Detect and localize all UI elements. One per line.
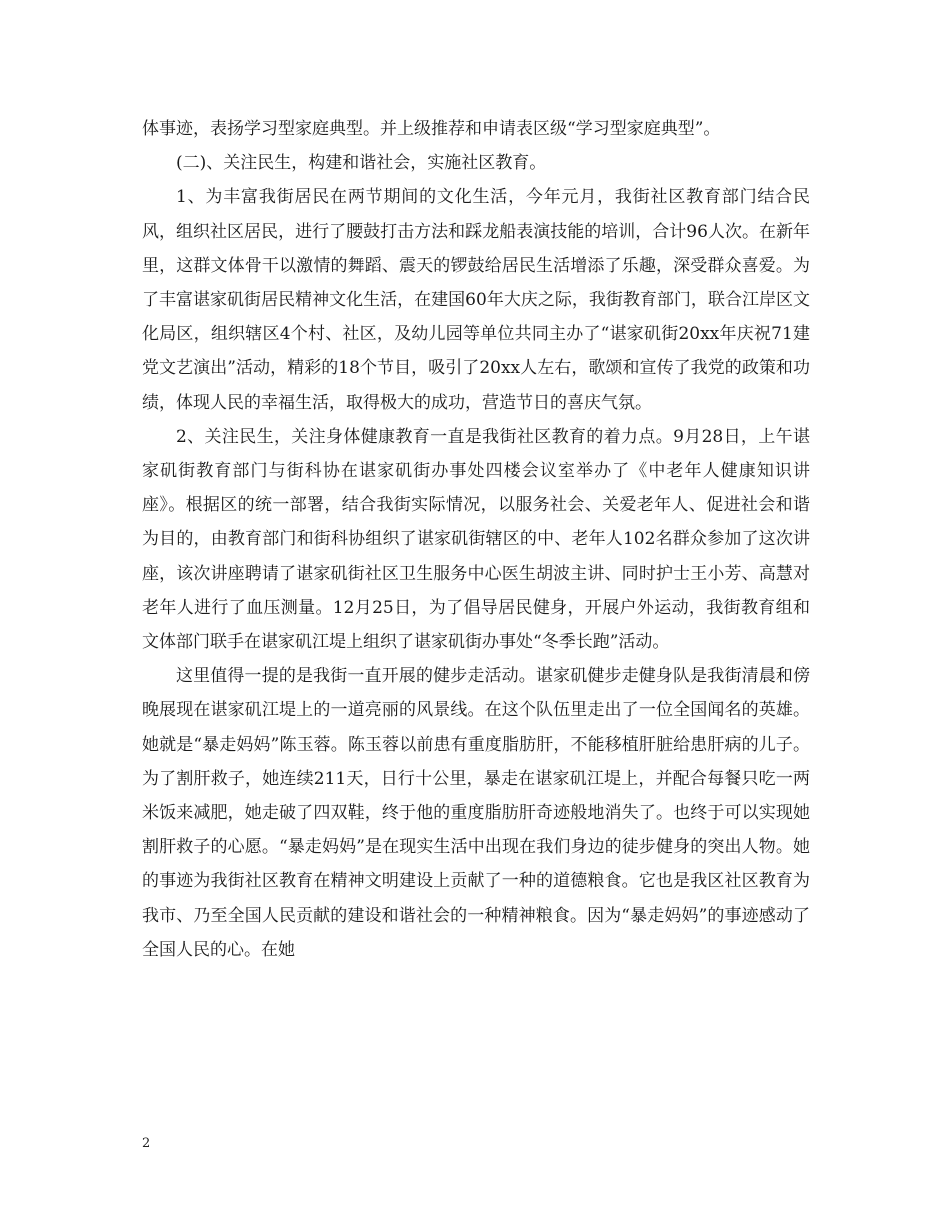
page-number: 2	[142, 1136, 151, 1151]
paragraph-1: 体事迹，表扬学习型家庭典型。并上级推荐和申请表区级“学习型家庭典型”。	[142, 119, 721, 139]
paragraph-2: (二)、关注民生，构建和谐社会，实施社区教育。	[176, 153, 547, 174]
paragraph-4: 2、关注民生，关注身体健康教育一直是我街社区教育的着力点。9月28日，上午谌家矶街教育部门与街科协在谌家矶街办事处四楼会议室举办了《中老年人健康知识讲座》。根据区的统一部署，结合我街实际情况，以服务社会、关爱老年人、促进社会和谐为目的，由教育部门和街科协组织了谌家矶街辖区的中、老年人102名群众参加了这次讲座，该次讲座聘请了谌家矶街社区卫生服务中心医生胡波主讲、同时护士王小芳、高慧对老年人进行了血压测量。12月25日，为了倡导居民健身，开展户外运动，我街教育组和文体部门联手在谌家矶江堤上组织了谌家矶街办事处“冬季长跑”活动。	[142, 426, 810, 653]
paragraph-5: 这里值得一提的是我街一直开展的健步走活动。谌家矶健步走健身队是我街清晨和傍晚展现在谌家矶江堤上的一道亮丽的风景线。在这个队伍里走出了一位全国闻名的英雄。她就是“暴走妈妈”陈玉蓉。陈玉蓉以前患有重度脂肪肝，不能移植肝脏给患肝病的儿子。为了割肝救子，她连续211天，日行十公里，暴走在谌家矶江堤上，并配合每餐只吃一两米饭来减肥，她走破了四双鞋，终于他的重度脂肪肝奇迹般地消失了。也终于可以实现她割肝救子的心愿。“暴走妈妈”是在现实生活中出现在我们身边的徒步健身的突出人物。她的事迹为我街社区教育在精神文明建设上贡献了一种的道德粮食。它也是我区社区教育为我市、乃至全国人民贡献的建设和谐社会的一种精神粮食。因为“暴走妈妈”的事迹感动了全国人民的心。在她	[142, 666, 810, 960]
document-page	[142, 112, 810, 967]
paragraph-3: 1、为丰富我街居民在两节期间的文化生活，今年元月，我街社区教育部门结合民风，组织社区居民，进行了腰鼓打击方法和踩龙船表演技能的培训，合计96人次。在新年里，这群文体骨干以激情的舞蹈、震天的锣鼓给居民生活增添了乐趣，深受群众喜爱。为了丰富谌家矶街居民精神文化生活，在建国60年大庆之际，我街教育部门，联合江岸区文化局区，组织辖区4个村、社区，及幼儿园等单位共同主办了“谌家矶街20xx年庆祝71建党文艺演出”活动，精彩的18个节目，吸引了20xx人左右，歌颂和宣传了我党的政策和功绩，体现人民的幸福生活，取得极大的成功，营造节日的喜庆气氛。	[142, 187, 810, 413]
